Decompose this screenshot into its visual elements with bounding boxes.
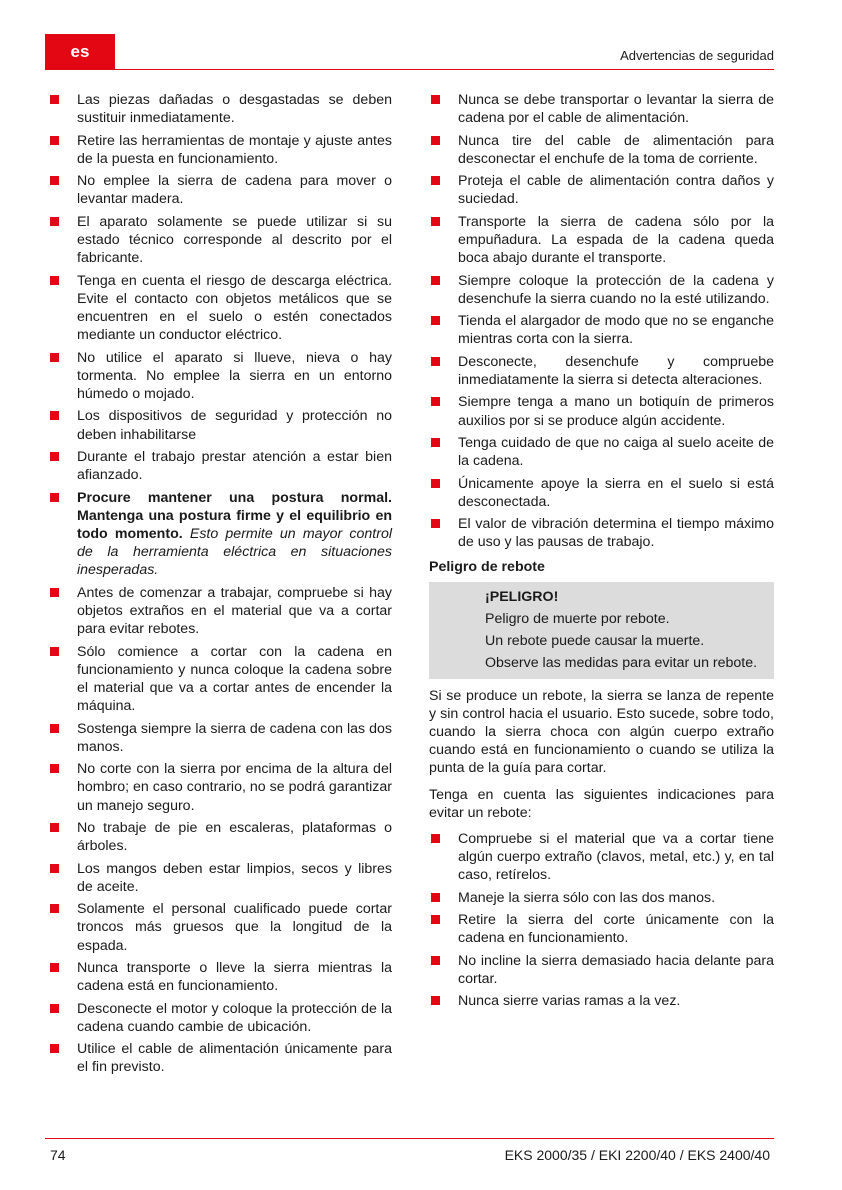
bullet-square-icon (431, 95, 440, 104)
list-item: Retire la sierra del corte únicamente con la cadena en funcionamiento. (429, 911, 774, 947)
list-item: Tienda el alargador de modo que no se enganche mientras corta con la sierra. (429, 312, 774, 348)
bullet-square-icon (431, 479, 440, 488)
danger-title: ¡PELIGRO! (485, 588, 559, 605)
bullet-square-icon (50, 353, 59, 362)
list-item: Retire las herramientas de montaje y ajuste antes de la puesta en funcionamiento. (48, 132, 392, 168)
list-item: Los dispositivos de seguridad y protección no deben inhabilitarse (48, 407, 392, 443)
kickback-intro: Tenga en cuenta las siguientes indicaciones para evitar un rebote: (429, 786, 774, 821)
list-item: Nunca sierre varias ramas a la vez. (429, 992, 774, 1010)
footer-divider (45, 1138, 774, 1139)
left-column (48, 91, 392, 1081)
list-item: Durante el trabajo prestar atención a estar bien afianzado. (48, 448, 392, 484)
bullet-square-icon (431, 438, 440, 447)
bullet-square-icon (431, 956, 440, 965)
bullet-square-icon (431, 397, 440, 406)
bullet-square-icon (431, 519, 440, 528)
list-item: El aparato solamente se puede utilizar si su estado técnico corresponde al descrito por el fabricante. (48, 213, 392, 268)
list-item: Nunca tire del cable de alimentación para desconectar el enchufe de la toma de corriente. (429, 132, 774, 168)
bullet-square-icon (50, 452, 59, 461)
list-item: Utilice el cable de alimentación únicamente para el fin previsto. (48, 1040, 392, 1076)
bullet-square-icon (50, 136, 59, 145)
list-item: Siempre tenga a mano un botiquín de primeros auxilios por si se produce algún accidente. (429, 393, 774, 429)
bullet-square-icon (50, 647, 59, 656)
bullet-square-icon (50, 1044, 59, 1053)
bullet-square-icon (431, 136, 440, 145)
bullet-square-icon (431, 915, 440, 924)
bullet-square-icon (50, 724, 59, 733)
list-item: Los mangos deben estar limpios, secos y libres de aceite. (48, 860, 392, 896)
bullet-square-icon (50, 176, 59, 185)
list-item: No corte con la sierra por encima de la altura del hombro; en caso contrario, no se podrá garantizar un manejo seguro. (48, 760, 392, 815)
language-tab: es (45, 34, 115, 70)
list-item: Transporte la sierra de cadena sólo por la empuñadura. La espada de la cadena queda boca abajo durante el transporte. (429, 213, 774, 268)
bullet-square-icon (431, 176, 440, 185)
list-item: Únicamente apoye la sierra en el suelo si está desconectada. (429, 475, 774, 511)
bullet-square-icon (50, 823, 59, 832)
bullet-square-icon (50, 904, 59, 913)
section-title-kickback: Peligro de rebote (429, 558, 545, 575)
list-item: No incline la sierra demasiado hacia delante para cortar. (429, 952, 774, 988)
list-item: El valor de vibración determina el tiempo máximo de uso y las pausas de trabajo. (429, 515, 774, 551)
list-item: No emplee la sierra de cadena para mover o levantar madera. (48, 172, 392, 208)
danger-line: Peligro de muerte por rebote. (485, 610, 670, 627)
bullet-square-icon (50, 276, 59, 285)
list-item: No trabaje de pie en escaleras, plataformas o árboles. (48, 819, 392, 855)
list-item: Desconecte, desenchufe y compruebe inmediatamente la sierra si detecta alteraciones. (429, 353, 774, 389)
list-item: Nunca transporte o lleve la sierra mientras la cadena está en funcionamiento. (48, 959, 392, 995)
danger-box (429, 582, 774, 679)
list-item: Tenga en cuenta el riesgo de descarga eléctrica. Evite el contacto con objetos metálicos que se encuentren en el suelo o estén conectados mediante un conductor eléctrico. (48, 272, 392, 345)
list-item: Solamente el personal cualificado puede cortar troncos más gruesos que la longitud de la espada. (48, 900, 392, 955)
header-divider (45, 69, 774, 70)
list-item: Sólo comience a cortar con la cadena en funcionamiento y nunca coloque la cadena sobre el material que va a cortar antes de encender la máquina. (48, 643, 392, 716)
bullet-square-icon (431, 996, 440, 1005)
bullet-square-icon (431, 217, 440, 226)
danger-line: Un rebote puede causar la muerte. (485, 633, 705, 650)
kickback-paragraph: Si se produce un rebote, la sierra se lanza de repente y sin control hacia el usuario. Esto sucede, sobre todo, cuando la sierra choca con algún cuerpo extraño cuando está en funcionamiento o cuando se utiliza la punta de la guía para cortar. (429, 687, 774, 777)
bullet-square-icon (431, 316, 440, 325)
right-column (429, 91, 774, 1015)
list-item: Las piezas dañadas o desgastadas se deben sustituir inmediatamente. (48, 91, 392, 127)
list-item: Siempre coloque la protección de la cadena y desenchufe la sierra cuando no la esté utilizando. (429, 272, 774, 308)
bullet-square-icon (50, 411, 59, 420)
bullet-square-icon (50, 864, 59, 873)
list-item: Tenga cuidado de que no caiga al suelo aceite de la cadena. (429, 434, 774, 470)
page-number: 74 (50, 1147, 66, 1163)
list-item-posture (48, 489, 392, 580)
posture-bold-text: Procure mantener una postura normal. Mantenga una postura firme y el equilibrio en todo momento. (77, 489, 392, 542)
bullet-square-icon (50, 1004, 59, 1013)
list-item: Maneje la sierra sólo con las dos manos. (429, 889, 774, 907)
list-item: Antes de comenzar a trabajar, compruebe si hay objetos extraños en el material que va a cortar para evitar rebotes. (48, 584, 392, 639)
list-item: Nunca se debe transportar o levantar la sierra de cadena por el cable de alimentación. (429, 91, 774, 127)
list-item: No utilice el aparato si llueve, nieva o hay tormenta. No emplee la sierra en un entorno húmedo o mojado. (48, 349, 392, 404)
kickback-list (429, 830, 774, 1011)
bullet-square-icon (50, 764, 59, 773)
bullet-square-icon (50, 493, 59, 502)
bullet-square-icon (431, 276, 440, 285)
bullet-square-icon (50, 95, 59, 104)
bullet-square-icon (431, 893, 440, 902)
danger-line: Observe las medidas para evitar un rebote. (485, 655, 758, 672)
bullet-square-icon (431, 834, 440, 843)
bullet-square-icon (50, 963, 59, 972)
list-item: Desconecte el motor y coloque la protección de la cadena cuando cambie de ubicación. (48, 1000, 392, 1036)
posture-italic-text: Esto permite un mayor control de la herramienta eléctrica en situaciones inesperadas. (77, 525, 393, 579)
list-item: Sostenga siempre la sierra de cadena con las dos manos. (48, 720, 392, 756)
bullet-square-icon (50, 588, 59, 597)
bullet-square-icon (431, 357, 440, 366)
safety-list-left (48, 91, 392, 1077)
list-item: Proteja el cable de alimentación contra daños y suciedad. (429, 172, 774, 208)
header-title: Advertencias de seguridad (620, 48, 774, 63)
model-names: EKS 2000/35 / EKI 2200/40 / EKS 2400/40 (504, 1147, 770, 1163)
list-item: Compruebe si el material que va a cortar tiene algún cuerpo extraño (clavos, metal, etc.) y, en tal caso, retírelos. (429, 830, 774, 885)
bullet-square-icon (50, 217, 59, 226)
safety-list-right (429, 91, 774, 552)
